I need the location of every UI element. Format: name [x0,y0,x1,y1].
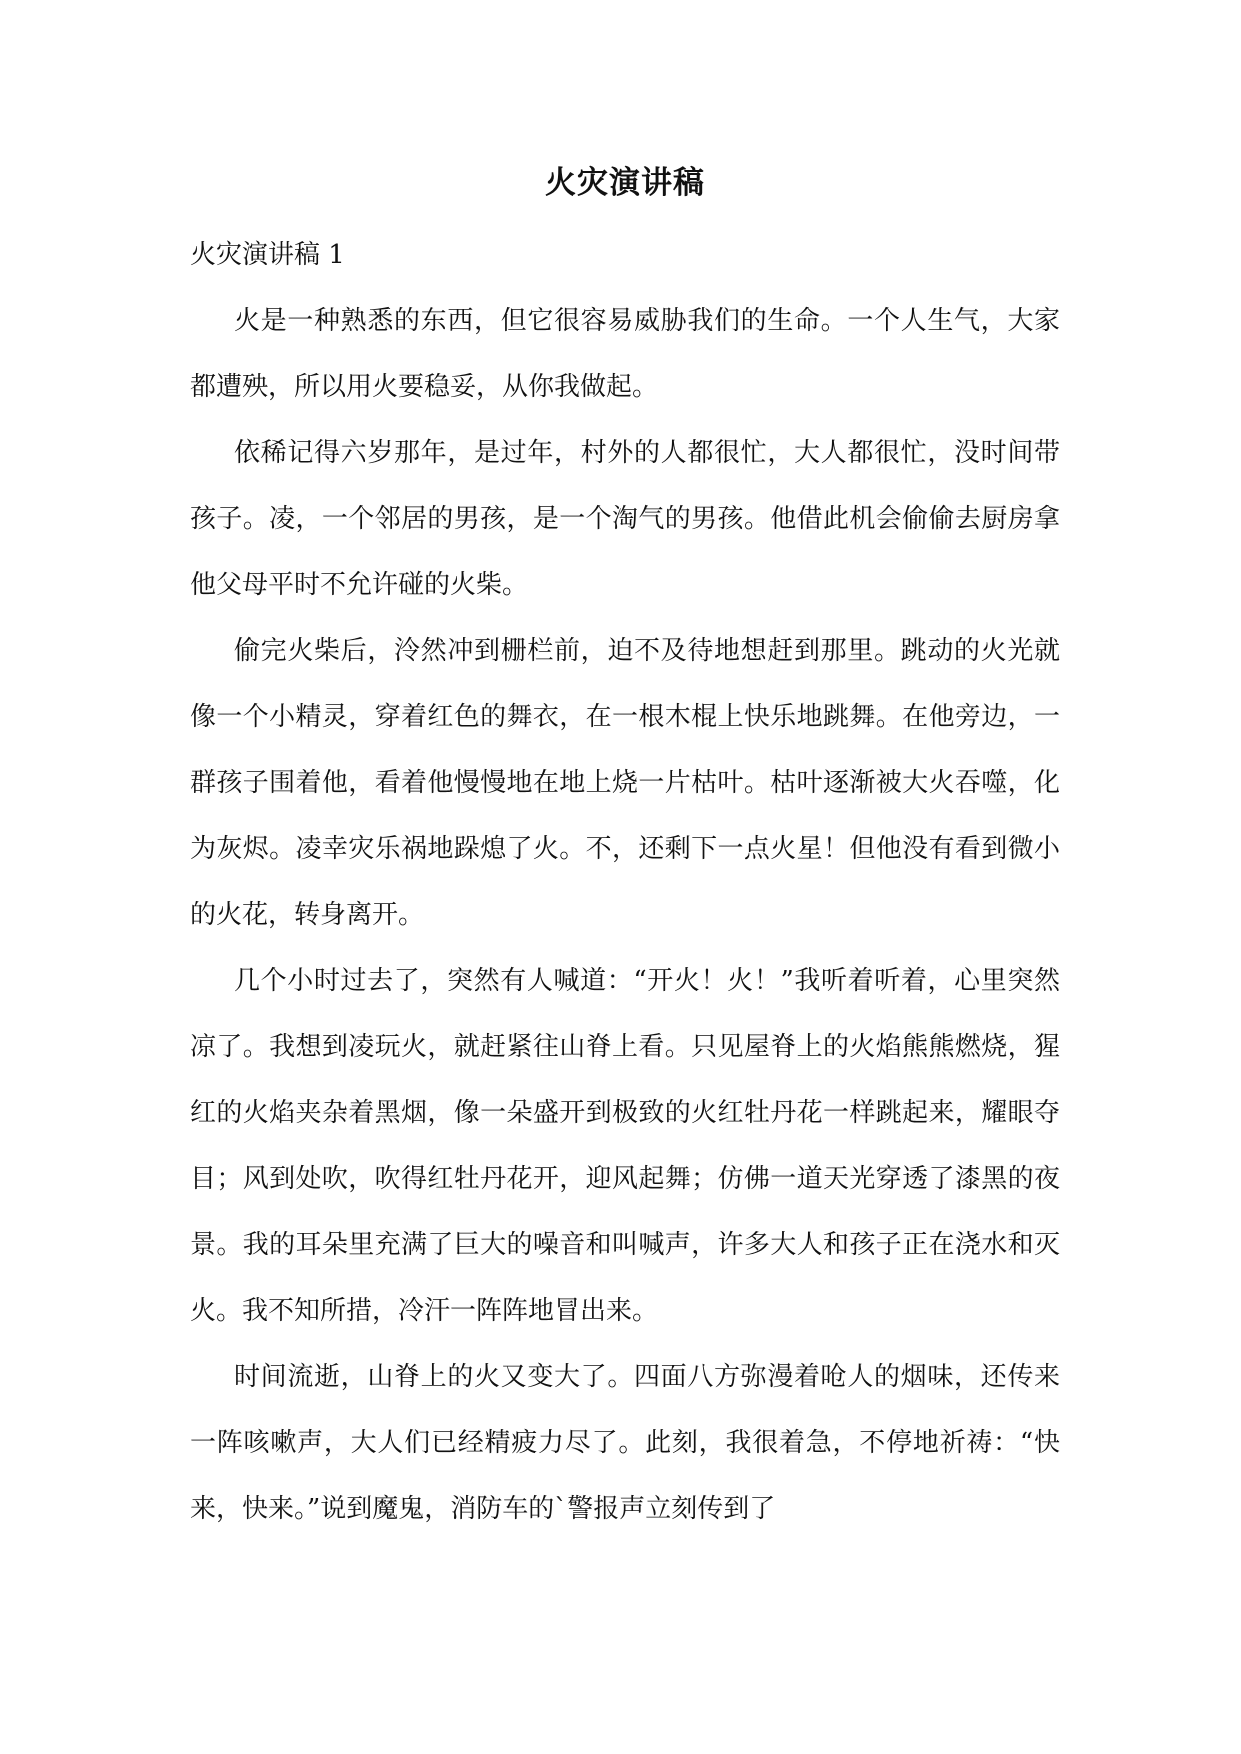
paragraph-1: 火是一种熟悉的东西，但它很容易威胁我们的生命。一个人生气，大家都遭殃，所以用火要稳妥，从你我做起。 [190,306,1060,402]
document-title: 火灾演讲稿 [545,165,705,201]
paragraph-2: 依稀记得六岁那年，是过年，村外的人都很忙，大人都很忙，没时间带孩子。凌，一个邻居的男孩，是一个淘气的男孩。他借此机会偷偷去厨房拿他父母平时不允许碰的火柴。 [190,438,1060,600]
section-heading: 火灾演讲稿 1 [190,240,345,270]
paragraph-5: 时间流逝，山脊上的火又变大了。四面八方弥漫着呛人的烟味，还传来一阵咳嗽声，大人们已经精疲力尽了。此刻，我很着急，不停地祈祷：“快来，快来。”说到魔鬼，消防车的`警报声立刻传到了 [190,1362,1060,1524]
document-page [190,150,1060,1542]
paragraph-3: 偷完火柴后，泠然冲到栅栏前，迫不及待地想赶到那里。跳动的火光就像一个小精灵，穿着红色的舞衣，在一根木棍上快乐地跳舞。在他旁边，一群孩子围着他，看着他慢慢地在地上烧一片枯叶。枯叶逐渐被大火吞噬，化为灰烬。凌幸灾乐祸地跺熄了火。不，还剩下一点火星！但他没有看到微小的火花，转身离开。 [190,636,1060,930]
paragraph-4: 几个小时过去了，突然有人喊道：“开火！火！”我听着听着，心里突然凉了。我想到凌玩火，就赶紧往山脊上看。只见屋脊上的火焰熊熊燃烧，猩红的火焰夹杂着黑烟，像一朵盛开到极致的火红牡丹花一样跳起来，耀眼夺目；风到处吹，吹得红牡丹花开，迎风起舞；仿佛一道天光穿透了漆黑的夜景。我的耳朵里充满了巨大的噪音和叫喊声，许多大人和孩子正在浇水和灭火。我不知所措，冷汗一阵阵地冒出来。 [190,966,1060,1326]
